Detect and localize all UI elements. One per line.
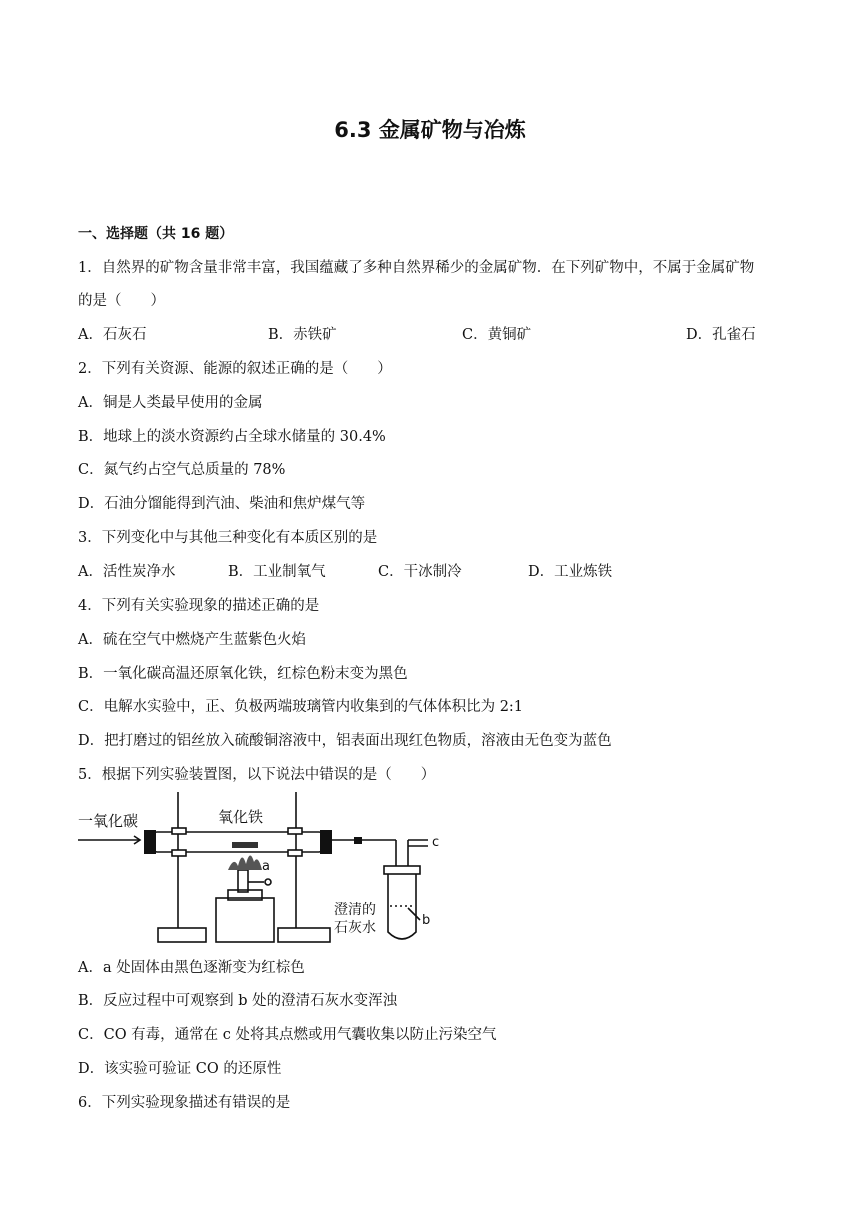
co-reduction-apparatus-diagram <box>78 790 438 946</box>
q3-option-a: A．活性炭净水 <box>78 564 176 580</box>
section-heading: 一、选择题（共 16 题） <box>78 226 234 242</box>
figure-label-limewater-2: 石灰水 <box>334 920 376 936</box>
question-3-stem: 3．下列变化中与其他三种变化有本质区别的是 <box>78 530 378 546</box>
q1-option-d: D．孔雀石 <box>686 327 756 343</box>
q4-option-b: B．一氧化碳高温还原氧化铁，红棕色粉末变为黑色 <box>78 666 408 682</box>
q1-option-a: A．石灰石 <box>78 327 147 343</box>
q3-option-c: C．干冰制冷 <box>378 564 462 580</box>
figure-label-b: b <box>422 913 431 928</box>
question-1-stem: 1．自然界的矿物含量非常丰富，我国蕴藏了多种自然界稀少的金属矿物．在下列矿物中，不属于金属矿物 <box>78 260 755 276</box>
figure-label-gas: 一氧化碳 <box>78 812 139 830</box>
question-1-stem-cont: 的是（ ） <box>78 293 165 309</box>
figure-label-a: a <box>262 859 270 874</box>
figure-label-limewater-1: 澄清的 <box>334 902 376 918</box>
q1-option-b: B．赤铁矿 <box>268 327 337 343</box>
q2-option-d: D．石油分馏能得到汽油、柴油和焦炉煤气等 <box>78 496 366 512</box>
q5-option-d: D．该实验可验证 CO 的还原性 <box>78 1061 282 1077</box>
q4-option-c: C．电解水实验中，正、负极两端玻璃管内收集到的气体体积比为 2:1 <box>78 699 524 715</box>
q4-option-d: D．把打磨过的铝丝放入硫酸铜溶液中，铝表面出现红色物质，溶液由无色变为蓝色 <box>78 733 612 749</box>
q3-option-b: B．工业制氧气 <box>228 564 326 580</box>
q4-option-a: A．硫在空气中燃烧产生蓝紫色火焰 <box>78 632 306 648</box>
q1-option-c: C．黄铜矿 <box>462 327 532 343</box>
q2-option-c: C．氮气约占空气总质量的 78% <box>78 462 286 478</box>
q5-option-c: C．CO 有毒，通常在 c 处将其点燃或用气囊收集以防止污染空气 <box>78 1027 497 1043</box>
q2-option-a: A．铜是人类最早使用的金属 <box>78 395 263 411</box>
question-5-stem: 5．根据下列实验装置图，以下说法中错误的是（ ） <box>78 767 436 783</box>
q2-option-b: B．地球上的淡水资源约占全球水储量的 30.4% <box>78 429 386 445</box>
figure-label-oxide: 氧化铁 <box>218 808 264 826</box>
page-title: 6.3 金属矿物与冶炼 <box>334 118 526 142</box>
question-2-stem: 2．下列有关资源、能源的叙述正确的是（ ） <box>78 361 392 377</box>
question-6-stem: 6．下列实验现象描述有错误的是 <box>78 1095 291 1111</box>
q5-option-a: A．a 处固体由黑色逐渐变为红棕色 <box>78 960 305 976</box>
q5-option-b: B．反应过程中可观察到 b 处的澄清石灰水变浑浊 <box>78 993 398 1009</box>
figure-label-c: c <box>432 835 440 850</box>
question-4-stem: 4．下列有关实验现象的描述正确的是 <box>78 598 320 614</box>
q3-option-d: D．工业炼铁 <box>528 564 613 580</box>
